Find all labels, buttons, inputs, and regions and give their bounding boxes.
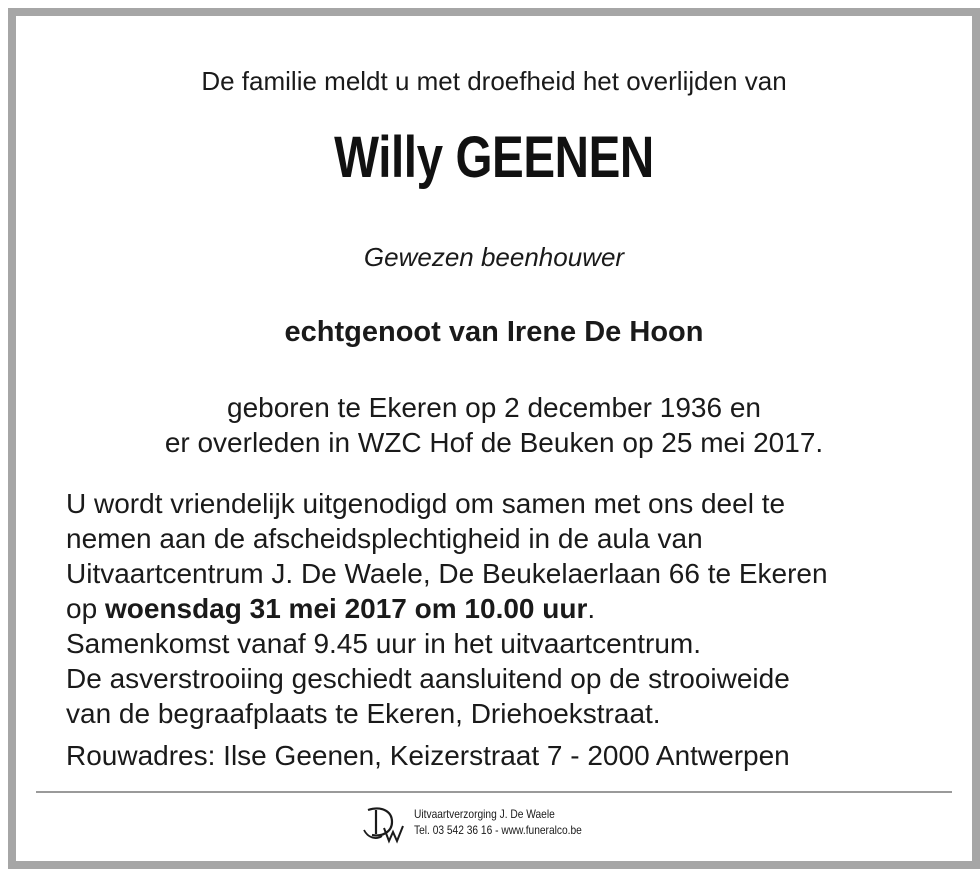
- ceremony-date-prefix: op: [66, 593, 105, 624]
- birth-death-text: [16, 390, 972, 460]
- invitation-line: Samenkomst vanaf 9.45 uur in het uitvaartcentrum.: [66, 628, 701, 659]
- ceremony-date-suffix: .: [587, 593, 596, 624]
- invitation-text: [66, 486, 828, 731]
- ceremony-date: woensdag 31 mei 2017 om 10.00 uur: [104, 593, 588, 624]
- footer-divider: [36, 791, 952, 793]
- invitation-line: De asverstrooiing geschiedt aansluitend op de strooiweide: [66, 663, 790, 694]
- invitation-line: van de begraafplaats te Ekeren, Driehoekstraat.: [66, 698, 661, 729]
- deceased-name: Willy GEENEN: [334, 125, 654, 190]
- invitation-line: U wordt vriendelijk uitgenodigd om samen met ons deel te: [66, 488, 786, 519]
- spouse-text: echtgenoot van Irene De Hoon: [284, 316, 704, 348]
- funeral-home-contact: Tel. 03 542 36 16 - www.funeralco.be: [414, 823, 582, 837]
- invitation-line: nemen aan de afscheidsplechtigheid in de aula van: [66, 523, 703, 554]
- intro-text: De familie meldt u met droefheid het overlijden van: [201, 66, 787, 96]
- death-line: er overleden in WZC Hof de Beuken op 25 mei 2017.: [164, 427, 824, 458]
- occupation-text: Gewezen beenhouwer: [363, 242, 625, 272]
- funeral-home-name: Uitvaartverzorging J. De Waele: [414, 807, 555, 821]
- funeral-home-info: [414, 806, 582, 838]
- dw-monogram-icon: [362, 804, 406, 844]
- death-notice-frame: [8, 8, 980, 869]
- ceremony-date-line: [66, 591, 828, 626]
- invitation-line: Uitvaartcentrum J. De Waele, De Beukelaerlaan 66 te Ekeren: [66, 558, 828, 589]
- rouwadres-text: Rouwadres: Ilse Geenen, Keizerstraat 7 - 2000 Antwerpen: [66, 740, 790, 771]
- birth-line: geboren te Ekeren op 2 december 1936 en: [227, 392, 761, 423]
- funeral-home-footer: [362, 802, 682, 848]
